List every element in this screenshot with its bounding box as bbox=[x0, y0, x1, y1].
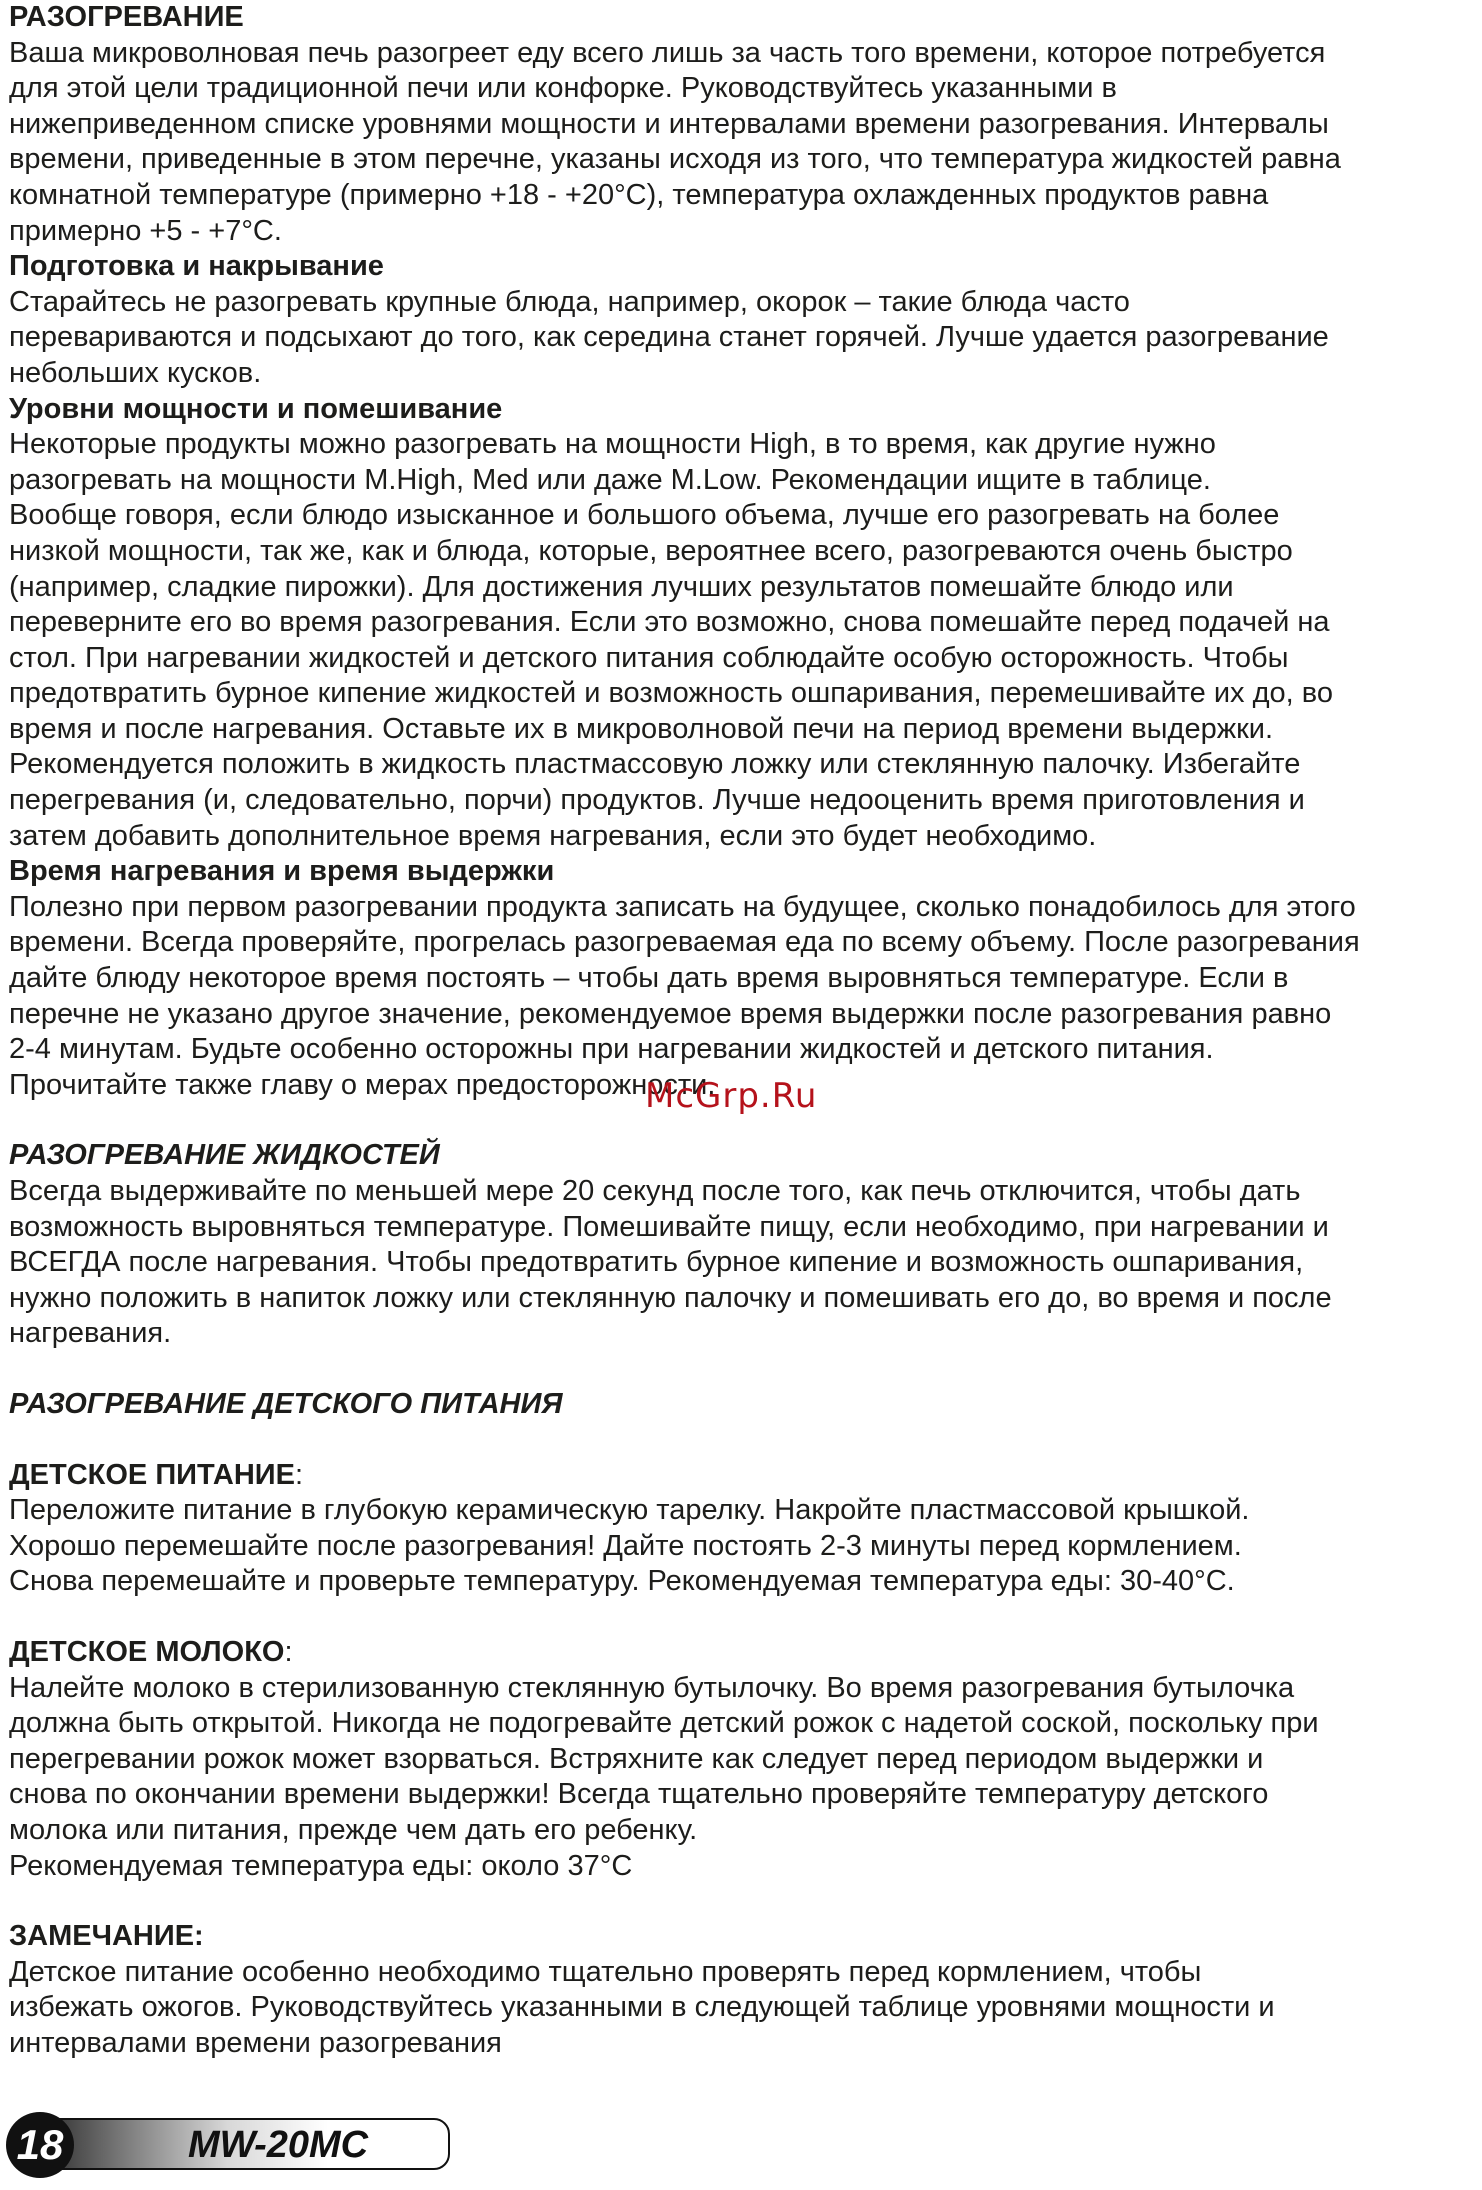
watermark: McGrp.Ru bbox=[645, 1076, 818, 1116]
section-title: ДЕТСКОЕ МОЛОКО: bbox=[9, 1635, 293, 1668]
text-line: переверните его во время разогревания. Если это возможно, снова помешайте перед подачей на bbox=[9, 606, 1330, 639]
text-line: избежать ожогов. Руководствуйтесь указанными в следующей таблице уровнями мощности и bbox=[9, 1991, 1275, 2024]
text-line: возможность выровняться температуре. Помешивайте пищу, если необходимо, при нагревании и bbox=[9, 1210, 1329, 1243]
text-line: перечне не указано другое значение, рекомендуемое время выдержки после разогревания равно bbox=[9, 997, 1332, 1030]
text-line: Ваша микроволновая печь разогреет еду всего лишь за часть того времени, которое потребуется bbox=[9, 36, 1326, 69]
section-reheating bbox=[9, 0, 1479, 249]
text-line: времени, приведенные в этом перечне, указаны исходя из того, что температура жидкостей равна bbox=[9, 143, 1341, 176]
section-preparation bbox=[9, 249, 1479, 391]
text-line: времени. Всегда проверяйте, прогрелась разогреваемая еда по всему объему. После разогревания bbox=[9, 926, 1360, 959]
text-line: ВСЕГДА после нагревания. Чтобы предотвратить бурное кипение и возможность ошпаривания, bbox=[9, 1246, 1304, 1279]
text-line: предотвратить бурное кипение жидкостей и возможность ошпаривания, перемешивайте их до, во bbox=[9, 677, 1333, 710]
text-line: примерно +5 - +7°С. bbox=[9, 214, 282, 247]
section-liquids bbox=[9, 1138, 1479, 1352]
text-line: Переложите питание в глубокую керамическую тарелку. Накройте пластмассовой крышкой. bbox=[9, 1494, 1250, 1527]
section-title: ЗАМЕЧАНИЕ: bbox=[9, 1920, 204, 1953]
text-line: Полезно при первом разогревании продукта записать на будущее, сколько понадобилось для этого bbox=[9, 890, 1356, 923]
text-line: комнатной температуре (примерно +18 - +20°С), температура охлажденных продуктов равна bbox=[9, 178, 1269, 211]
text-line: Налейте молоко в стерилизованную стеклянную бутылочку. Во время разогревания бутылочка bbox=[9, 1671, 1295, 1704]
document-page bbox=[9, 0, 1479, 2061]
text-line: снова по окончании времени выдержки! Всегда тщательно проверяйте температуру детского bbox=[9, 1778, 1269, 1811]
text-line: нижеприведенном списке уровнями мощности и интервалами времени разогревания. Интервалы bbox=[9, 107, 1329, 140]
section-baby-food bbox=[9, 1458, 1479, 1600]
text-line: Прочитайте также главу о мерах предосторожности. bbox=[9, 1068, 716, 1101]
text-line: Вообще говоря, если блюдо изысканное и большого объема, лучше его разогревать на более bbox=[9, 499, 1280, 532]
section-note bbox=[9, 1919, 1479, 2061]
text-line: Детское питание особенно необходимо тщательно проверять перед кормлением, чтобы bbox=[9, 1955, 1202, 1988]
section-time bbox=[9, 854, 1479, 1103]
text-line: перегревания (и, следовательно, порчи) продуктов. Лучше недооценить время приготовления и bbox=[9, 784, 1305, 817]
section-power bbox=[9, 392, 1479, 855]
section-title: РАЗОГРЕВАНИЕ ЖИДКОСТЕЙ bbox=[9, 1139, 440, 1172]
text-line: Рекомендуемая температура еды: около 37°С bbox=[9, 1849, 633, 1882]
text-line: Старайтесь не разогревать крупные блюда, например, окорок – такие блюда часто bbox=[9, 285, 1130, 318]
page-number: 18 bbox=[6, 2112, 74, 2178]
section-title: РАЗОГРЕВАНИЕ bbox=[9, 1, 244, 33]
text-line: молока или питания, прежде чем дать его ребенку. bbox=[9, 1813, 698, 1846]
text-line: затем добавить дополнительное время нагревания, если это будет необходимо. bbox=[9, 819, 1097, 852]
text-line: для этой цели традиционной печи или конфорке. Руководствуйтесь указанными в bbox=[9, 72, 1117, 105]
page-footer bbox=[6, 2112, 452, 2178]
text-line: должна быть открытой. Никогда не подогревайте детский рожок с надетой соской, поскольку при bbox=[9, 1707, 1319, 1740]
baby-food-heading: РАЗОГРЕВАНИЕ ДЕТСКОГО ПИТАНИЯ bbox=[9, 1387, 563, 1420]
text-line: время и после нагревания. Оставьте их в микроволновой печи на период времени выдержки. bbox=[9, 712, 1274, 745]
text-line: Снова перемешайте и проверьте температуру. Рекомендуемая температура еды: 30-40°С. bbox=[9, 1565, 1235, 1598]
text-line: стол. При нагревании жидкостей и детского питания соблюдайте особую осторожность. Чтобы bbox=[9, 641, 1289, 674]
text-line: дайте блюду некоторое время постоять – чтобы дать время выровняться температуре. Если в bbox=[9, 962, 1289, 995]
section-title: Подготовка и накрывание bbox=[9, 250, 384, 283]
section-title: ДЕТСКОЕ ПИТАНИЕ: bbox=[9, 1458, 304, 1491]
text-line: перевариваются и подсыхают до того, как середина станет горячей. Лучше удается разогревание bbox=[9, 321, 1329, 354]
text-line: небольших кусков. bbox=[9, 356, 262, 389]
text-line: Рекомендуется положить в жидкость пластмассовую ложку или стеклянную палочку. Избегайте bbox=[9, 748, 1301, 781]
text-line: Всегда выдерживайте по меньшей мере 20 секунд после того, как печь отключится, чтобы дать bbox=[9, 1175, 1301, 1207]
text-line: нагревания. bbox=[9, 1317, 172, 1350]
text-line: (например, сладкие пирожки). Для достижения лучших результатов помешайте блюдо или bbox=[9, 570, 1234, 603]
model-name: MW-20MC bbox=[188, 2124, 369, 2166]
model-banner bbox=[46, 2118, 450, 2170]
text-line: Хорошо перемешайте после разогревания! Дайте постоять 2-3 минуты перед кормлением. bbox=[9, 1529, 1242, 1562]
section-title: Уровни мощности и помешивание bbox=[9, 392, 503, 425]
text-line: разогревать на мощности M.High, Med или даже M.Low. Рекомендации ищите в таблице. bbox=[9, 463, 1211, 496]
section-baby-milk bbox=[9, 1635, 1479, 1884]
text-line: Некоторые продукты можно разогревать на мощности High, в то время, как другие нужно bbox=[9, 428, 1216, 461]
text-line: нужно положить в напиток ложку или стеклянную палочку и помешивать его до, во время и после bbox=[9, 1281, 1332, 1314]
section-title: Время нагревания и время выдержки bbox=[9, 855, 555, 888]
text-line: низкой мощности, так же, как и блюда, которые, вероятнее всего, разогреваются очень быстро bbox=[9, 534, 1293, 567]
text-line: 2-4 минутам. Будьте особенно осторожны при нагревании жидкостей и детского питания. bbox=[9, 1033, 1214, 1066]
text-line: перегревании рожок может взорваться. Встряхните как следует перед периодом выдержки и bbox=[9, 1742, 1264, 1775]
text-line: интервалами времени разогревания bbox=[9, 2026, 502, 2059]
